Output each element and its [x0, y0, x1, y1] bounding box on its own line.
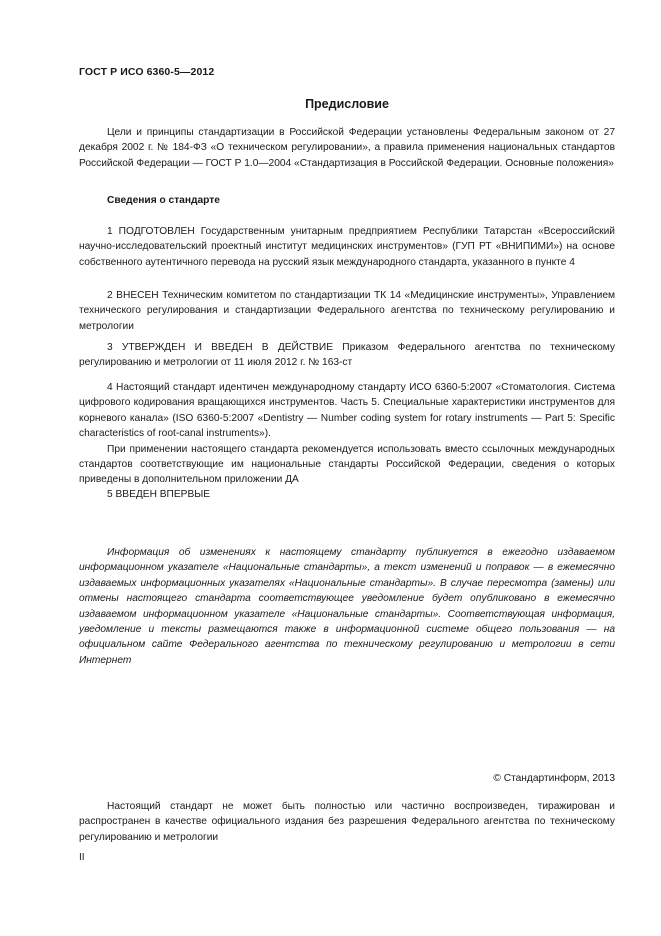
section-heading [79, 193, 615, 208]
document-page [79, 0, 615, 936]
info-notice [79, 545, 615, 668]
page-number: II [79, 852, 85, 863]
reproduction-notice-text: Настоящий стандарт не может быть полностью или частично воспроизведен, тиражирован и распространен в качестве официального издания без разрешения Федерального агентства по техническому регулированию и метрологии [79, 801, 615, 843]
item-2-text: 2 ВНЕСЕН Техническим комитетом по стандартизации ТК 14 «Медицинские инструменты», Управлением технического регулирования и стандартизации Федерального агентства по техническому регулированию и метрологии [79, 290, 615, 332]
item-3 [79, 340, 615, 371]
item-1-text: 1 ПОДГОТОВЛЕН Государственным унитарным предприятием Республики Татарстан «Всероссийский научно-исследовательский проектный институт медицинских инструментов» (ГУП РТ «ВНИПИМИ») на основе собственного аутентичного перевода на русский язык международного стандарта, указанного в пункте 4 [79, 226, 615, 268]
standard-id-header: ГОСТ Р ИСО 6360-5—2012 [79, 66, 215, 78]
item-5 [79, 487, 615, 502]
copyright-line: © Стандартинформ, 2013 [493, 773, 615, 784]
item-4 [79, 380, 615, 488]
info-notice-text: Информация об изменениях к настоящему стандарту публикуется в ежегодно издаваемом информационном указателе «Национальные стандарты», а текст изменений и поправок — в ежемесячно издаваемых информационных указателях «Национальные стандарты». В случае пересмотра (замены) или отмены настоящего стандарта соответствующее уведомление будет опубликовано в ежемесячно издаваемом информационном указателе «Национальные стандарты». Соответствующая информация, уведомление и тексты размещаются также в информационной системе общего пользования — на официальном сайте Федерального агентства по техническому регулированию и метрологии в сети Интернет [79, 547, 615, 666]
reproduction-notice [79, 799, 615, 845]
item-4-note: При применении настоящего стандарта рекомендуется использовать вместо ссылочных международных стандартов соответствующие им национальные стандарты Российской Федерации, сведения о которых приведены в дополнительном приложении ДА [79, 443, 615, 486]
item-3-text: 3 УТВЕРЖДЕН И ВВЕДЕН В ДЕЙСТВИЕ Приказом Федерального агентства по техническому регулированию и метрологии от 11 июля 2012 г. № 163-ст [79, 342, 615, 369]
page-title: Предисловие [305, 97, 389, 111]
item-4-text: 4 Настоящий стандарт идентичен международному стандарту ИСО 6360-5:2007 «Стоматология. Система цифрового кодирования вращающихся инструментов. Часть 5. Специальные характеристики инструментов для корневого канала» (ISO 6360-5:2007 «Dentistry — Number coding system for rotary instruments — Part 5: Specific characteristics of root-canal instruments»). [79, 382, 615, 440]
section-heading-text: Сведения о стандарте [107, 195, 220, 206]
item-2 [79, 288, 615, 334]
intro-section [79, 125, 615, 171]
item-5-text: 5 ВВЕДЕН ВПЕРВЫЕ [107, 489, 211, 500]
intro-paragraph: Цели и принципы стандартизации в Российской Федерации установлены Федеральным законом от 27 декабря 2002 г. № 184-ФЗ «О техническом регулировании», а правила применения национальных стандартов Российской Федерации — ГОСТ Р 1.0—2004 «Стандартизация в Российской Федерации. Основные положения» [79, 127, 615, 169]
item-1 [79, 224, 615, 270]
